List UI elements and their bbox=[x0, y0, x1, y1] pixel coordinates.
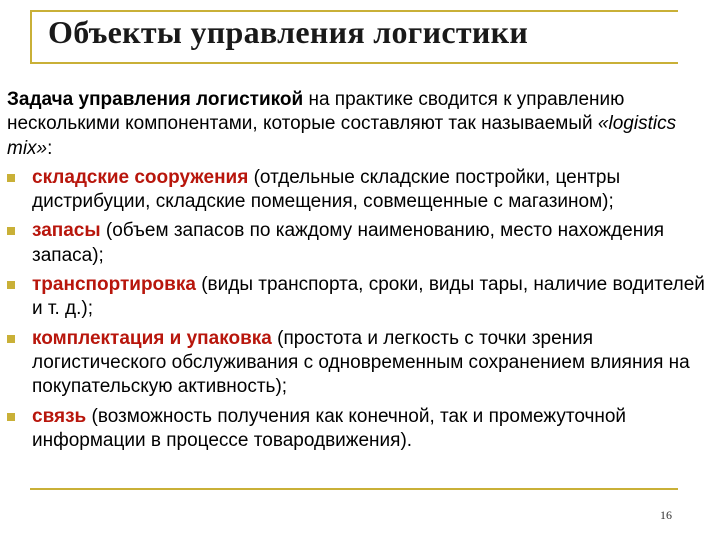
item-description: (возможность получения как конечной, так и промежуточной информации в процессе товародвижения). bbox=[32, 405, 627, 451]
square-bullet-icon bbox=[7, 174, 15, 182]
bottom-divider bbox=[30, 488, 678, 490]
item-description: (отдельные складские постройки, центры дистрибуции, складские помещения, совмещенные с магазином); bbox=[32, 166, 621, 213]
list-item bbox=[7, 219, 715, 268]
bullet-list bbox=[7, 166, 715, 453]
square-bullet-icon bbox=[7, 281, 15, 289]
intro-paragraph bbox=[7, 88, 715, 161]
item-term: комплектация и упаковка bbox=[32, 327, 272, 349]
list-item bbox=[7, 273, 715, 322]
item-description: (простота и легкость с точки зрения логистического обслуживания с одновременным сохранением влияния на покупательскую активность); bbox=[32, 327, 690, 398]
item-term: связь bbox=[32, 405, 87, 427]
item-term: запасы bbox=[32, 220, 101, 242]
list-item bbox=[7, 327, 715, 400]
item-term: транспортировка bbox=[32, 274, 196, 296]
square-bullet-icon bbox=[7, 413, 15, 421]
square-bullet-icon bbox=[7, 335, 15, 343]
item-description: (виды транспорта, сроки, виды тары, наличие водителей и т. д.); bbox=[32, 274, 705, 320]
list-item bbox=[7, 166, 715, 215]
page-number: 16 bbox=[660, 508, 672, 522]
item-description: (объем запасов по каждому наименованию, место нахождения запаса); bbox=[32, 220, 665, 266]
slide-title: Объекты управления логистики bbox=[48, 14, 529, 50]
slide-content bbox=[7, 88, 715, 453]
square-bullet-icon bbox=[7, 227, 15, 235]
intro-text: на практике сводится к управлению несколькими компонентами, которые составляют так называемый bbox=[7, 89, 625, 135]
intro-text-end: : bbox=[47, 137, 53, 159]
item-term: складские сооружения bbox=[32, 166, 249, 188]
list-item bbox=[7, 405, 715, 454]
intro-bold-text: Задача управления логистикой bbox=[7, 89, 304, 110]
intro-italic-text: «logistics mix» bbox=[7, 113, 677, 159]
